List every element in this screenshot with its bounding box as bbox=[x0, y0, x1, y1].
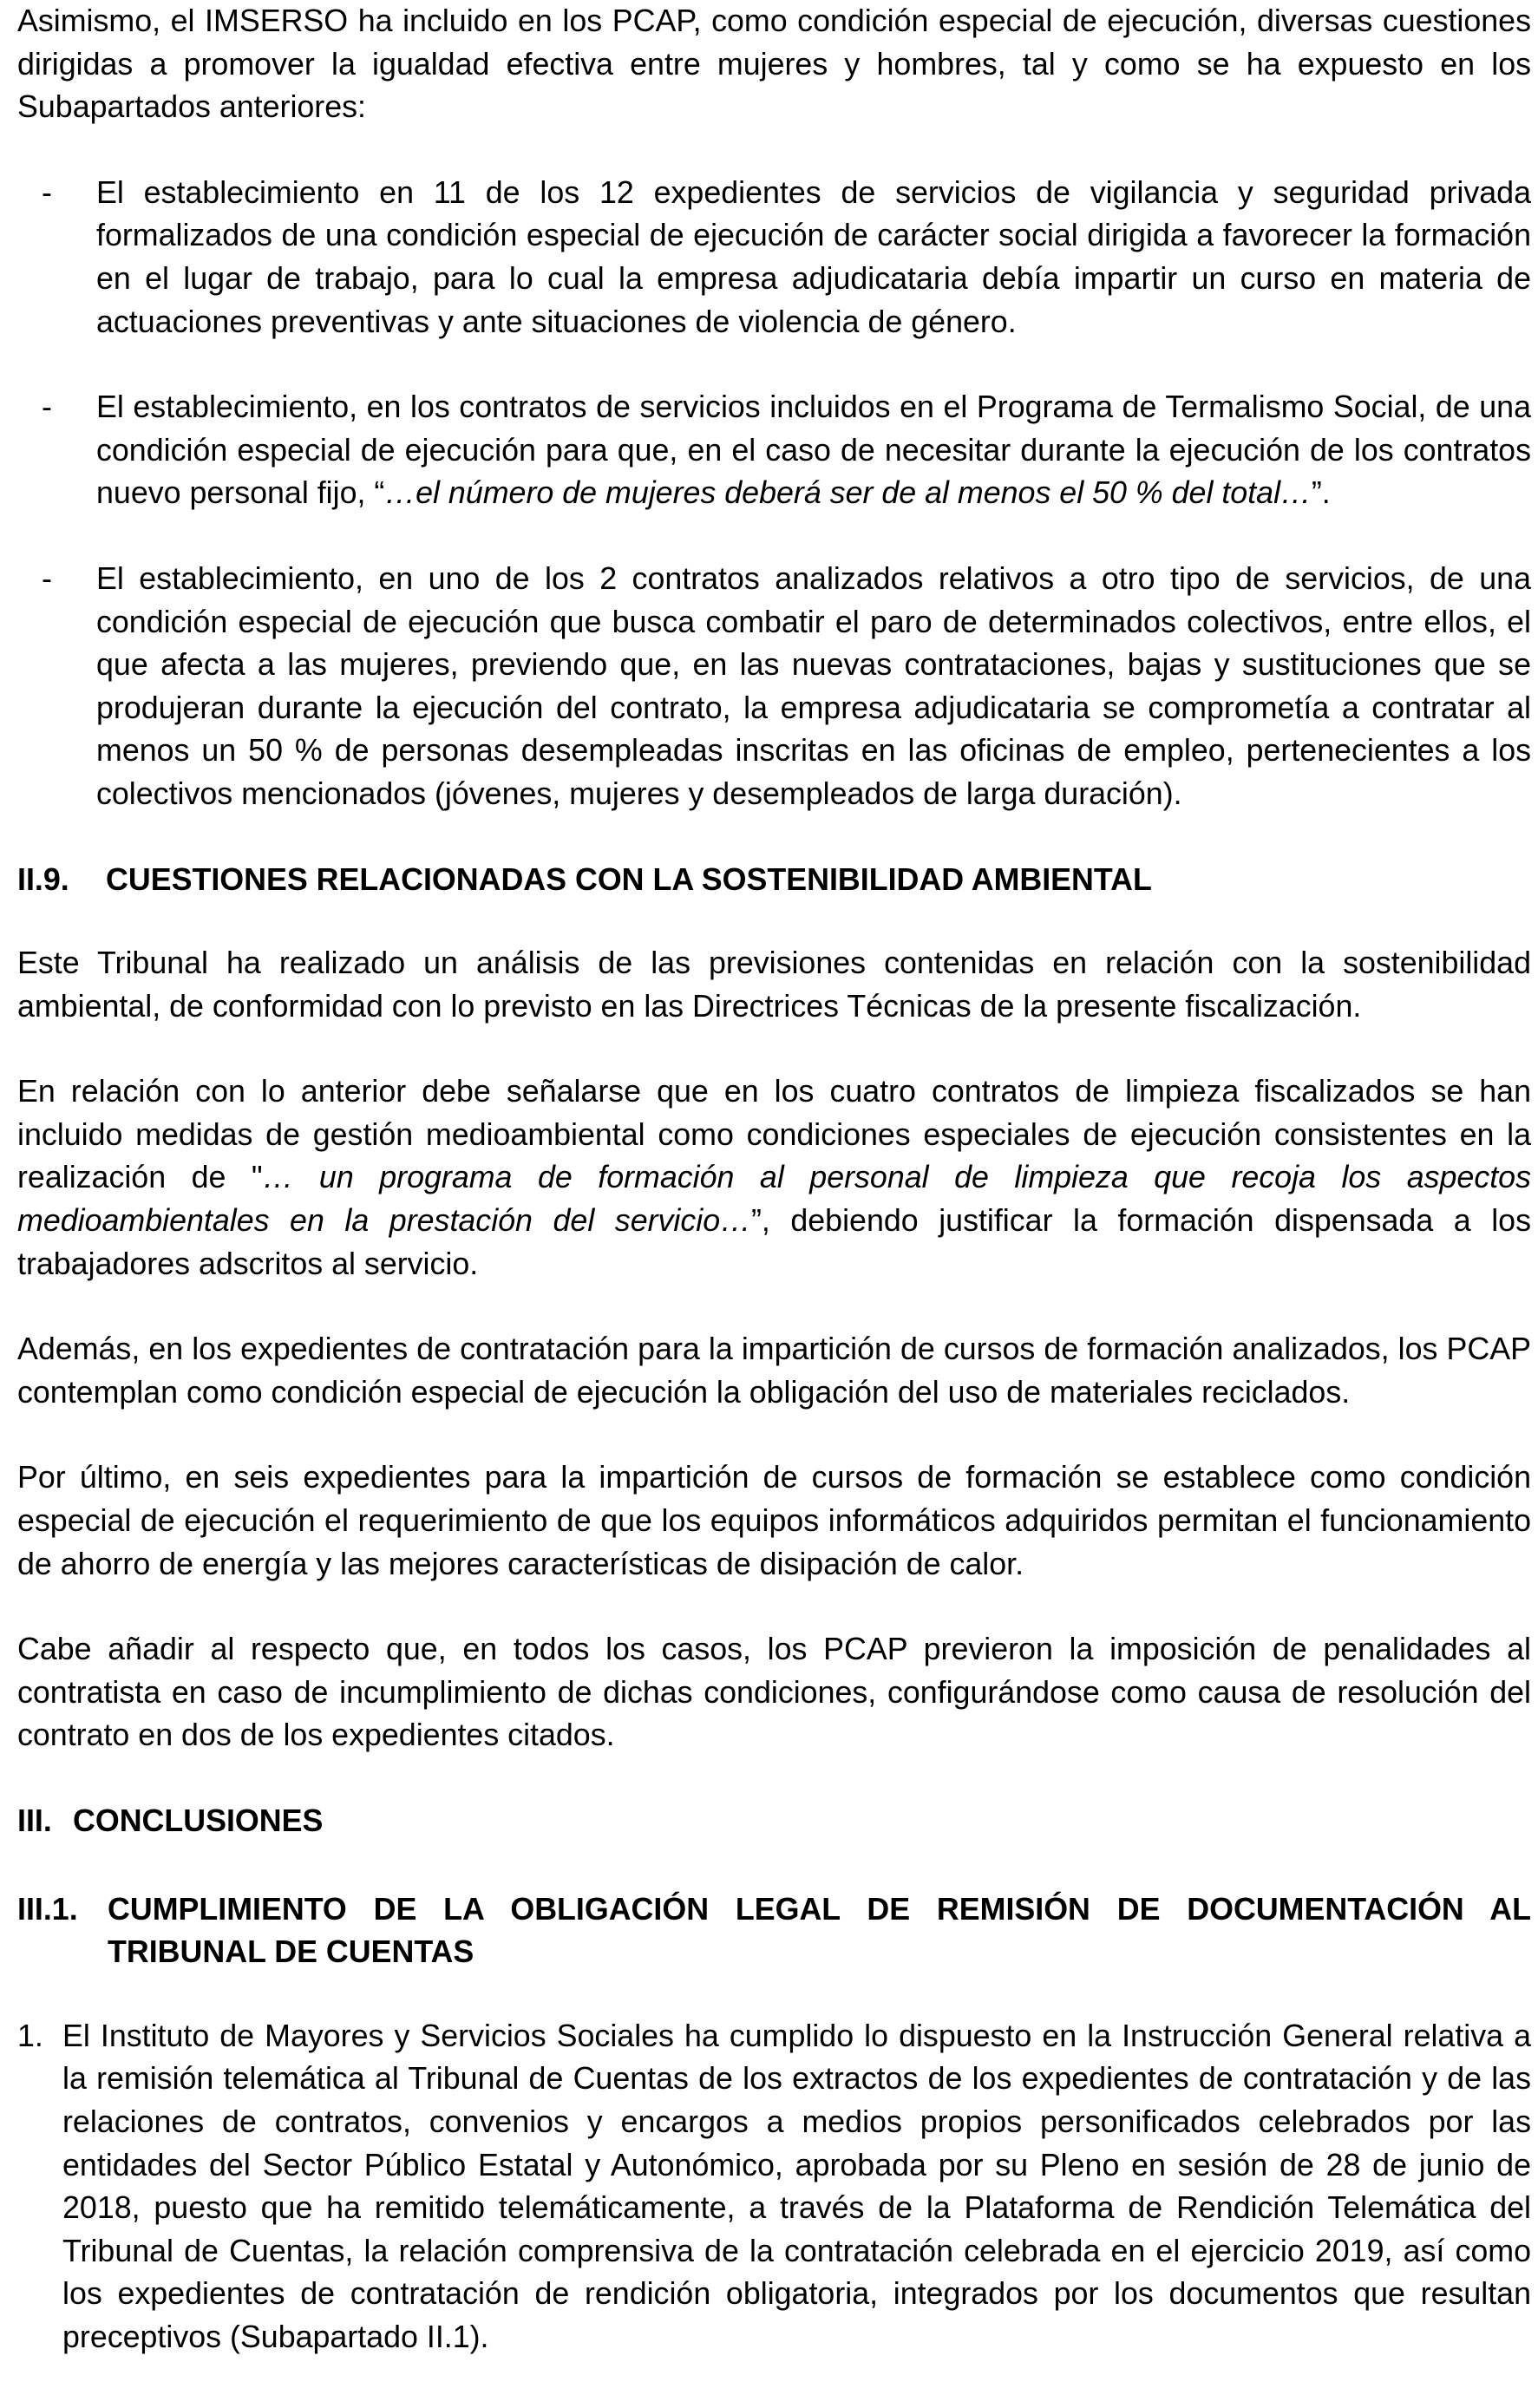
paragraph-penalidades: Cabe añadir al respecto que, en todos los casos, los PCAP previeron la imposición de penalidades al contratista en caso de incumplimiento de dichas condiciones, configurándose como causa de resolución del contrato en dos de los expedientes citados. bbox=[17, 1632, 1531, 1753]
section-heading-iii bbox=[17, 1800, 1531, 1843]
bullet-text-after: ”. bbox=[1311, 475, 1331, 511]
section-title: CUESTIONES RELACIONADAS CON LA SOSTENIBILIDAD AMBIENTAL bbox=[106, 861, 1152, 897]
conclusion-text: El Instituto de Mayores y Servicios Sociales ha cumplido lo dispuesto en la Instrucción General relativa a la remisión telemática al Tribunal de Cuentas de los extractos de los expedientes de contratación y de las relaciones de contratos, convenios y encargos a medios propios personificados celebrados por las entidades del Sector Público Estatal y Autonómico, aprobada por su Pleno en sesión de 28 de junio de 2018, puesto que ha remitido telemáticamente, a través de la Plataforma de Rendición Telemática del Tribunal de Cuentas, la relación comprensiva de la contratación celebrada en el ejercicio 2019, así como los expedientes de contratación de rendición obligatoria, integrados por los documentos que resultan preceptivos (Subapartado II.1). bbox=[62, 2018, 1531, 2354]
bullet-text-before: El establecimiento, en los contratos de servicios incluidos en el Programa de Termalismo Social, de una condición especial de ejecución para que, en el caso de necesitar durante la ejecución de los contratos nuevo personal fijo, “ bbox=[96, 389, 1531, 511]
section-title: CUMPLIMIENTO DE LA OBLIGACIÓN LEGAL DE REMISIÓN DE DOCUMENTACIÓN AL TRIBUNAL DE CUENTAS bbox=[108, 1891, 1531, 1970]
bullet-item-vigilancia bbox=[17, 172, 1531, 344]
paragraph-limpieza bbox=[17, 1070, 1531, 1286]
bullet-text: El establecimiento, en uno de los 2 contratos analizados relativos a otro tipo de servicios, de una condición especial de ejecución que busca combatir el paro de determinados colectivos, entre ellos, el que afecta a las mujeres, previendo que, en las nuevas contrataciones, bajas y sustituciones que se produjeran durante la ejecución del contrato, la empresa adjudicataria se comprometía a contratar al menos un 50 % de personas desempleadas inscritas en las oficinas de empleo, pertenecientes a los colectivos mencionados (jóvenes, mujeres y desempleados de larga duración). bbox=[96, 560, 1531, 811]
paragraph-reciclados: Además, en los expedientes de contratación para la impartición de cursos de formación analizados, los PCAP contemplan como condición especial de ejecución la obligación del uso de materiales reciclados. bbox=[17, 1332, 1531, 1410]
section-heading-iii1 bbox=[17, 1888, 1531, 1974]
paragraph-text-before: En relación con lo anterior debe señalarse que en los cuatro contratos de limpieza fiscalizados se han incluido medidas de gestión medioambiental como condiciones especiales de ejecución consistentes en la realización de " bbox=[17, 1074, 1531, 1195]
paragraph-text-after: ”, debiendo justificar la formación dispensada a los trabajadores adscritos al servicio. bbox=[17, 1203, 1531, 1281]
section-number: III.1. bbox=[17, 1891, 78, 1927]
bullet-text: El establecimiento en 11 de los 12 expedientes de servicios de vigilancia y seguridad privada formalizados de una condición especial de ejecución de carácter social dirigida a favorecer la formación en el lugar de trabajo, para lo cual la empresa adjudicataria debía impartir un curso en materia de actuaciones preventivas y ante situaciones de violencia de género. bbox=[96, 174, 1531, 339]
paragraph-analisis: Este Tribunal ha realizado un análisis de las previsiones contenidas en relación con la sostenibilidad ambiental, de conformidad con lo previsto en las Directrices Técnicas de la presente fiscalización. bbox=[17, 946, 1531, 1024]
conclusion-number: 1. bbox=[17, 2018, 43, 2053]
intro-paragraph: Asimismo, el IMSERSO ha incluido en los PCAP, como condición especial de ejecución, diversas cuestiones dirigidas a promover la igualdad efectiva entre mujeres y hombres, tal y como se ha expuesto en los Subapartados anteriores: bbox=[17, 3, 1531, 125]
section-number: II.9. bbox=[17, 861, 69, 897]
bullet-dash: - bbox=[42, 560, 52, 596]
bullet-item-paro bbox=[17, 558, 1531, 816]
conclusion-item-1 bbox=[17, 2015, 1531, 2359]
section-number: III. bbox=[17, 1803, 52, 1838]
section-title: CONCLUSIONES bbox=[73, 1803, 324, 1838]
bullet-text-quote: …el número de mujeres deberá ser de al menos el 50 % del total… bbox=[384, 475, 1312, 511]
document-page bbox=[17, 0, 1531, 2359]
bullet-dash: - bbox=[42, 389, 52, 425]
bullet-dash: - bbox=[42, 174, 52, 210]
bullet-item-termalismo bbox=[17, 386, 1531, 515]
paragraph-equipos: Por último, en seis expedientes para la impartición de cursos de formación se establece como condición especial de ejecución el requerimiento de que los equipos informáticos adquiridos permitan el funcionamiento de ahorro de energía y las mejores características de disipación de calor. bbox=[17, 1460, 1531, 1581]
section-heading-ii9 bbox=[17, 859, 1531, 902]
paragraph-quote: … un programa de formación al personal de limpieza que recoja los aspectos medioambientales en la prestación del servicio… bbox=[17, 1160, 1531, 1239]
